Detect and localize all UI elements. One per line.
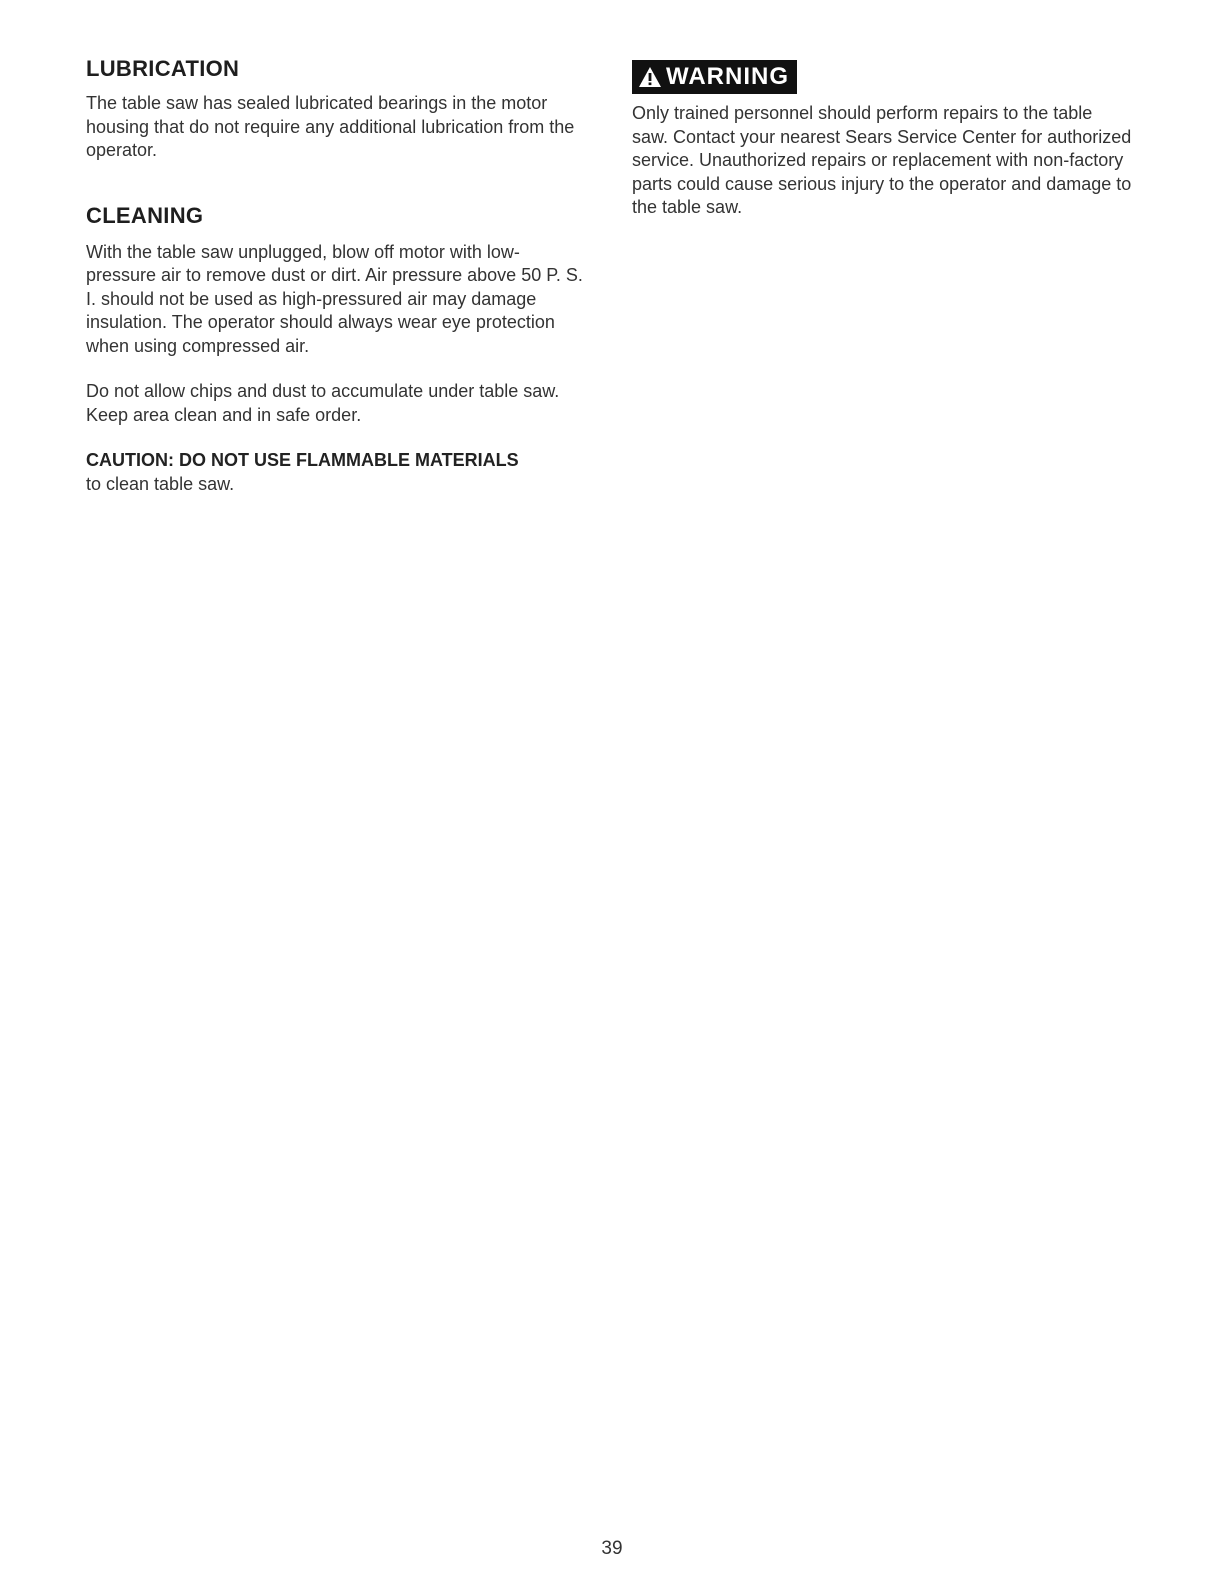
warning-text: Only trained personnel should perform repairs to the table saw. Contact your nearest Sears Service Center for authorized service. Unauthorized repairs or replacement with non-factory parts could cause serious injury to the operator and damage to the table saw. — [632, 103, 1132, 217]
warning-triangle-icon — [638, 66, 666, 88]
caution-text: to clean table saw. — [86, 473, 235, 494]
page-number: 39 — [601, 1538, 623, 1559]
cleaning-heading: CLEANING — [86, 202, 204, 228]
warning-badge — [632, 60, 797, 94]
warning-label: WARNING — [666, 63, 789, 90]
lubrication-heading: LUBRICATION — [86, 56, 240, 81]
lubrication-text: The table saw has sealed lubricated bearings in the motor housing that do not require any additional lubrication from the operator. — [86, 93, 575, 160]
caution-heading: CAUTION: DO NOT USE FLAMMABLE MATERIALS — [86, 450, 519, 470]
cleaning-paragraph-2: Do not allow chips and dust to accumulate under table saw. Keep area clean and in safe order. — [86, 381, 560, 425]
right-column — [632, 60, 1132, 220]
cleaning-paragraph-1: With the table saw unplugged, blow off motor with low-pressure air to remove dust or dirt. Air pressure above 50 P. S. I. should not be used as high-pressured air may damage insulation. The operator should always wear eye protection when using compressed air. — [86, 241, 583, 356]
left-column — [86, 56, 586, 496]
caution-note — [86, 449, 586, 496]
